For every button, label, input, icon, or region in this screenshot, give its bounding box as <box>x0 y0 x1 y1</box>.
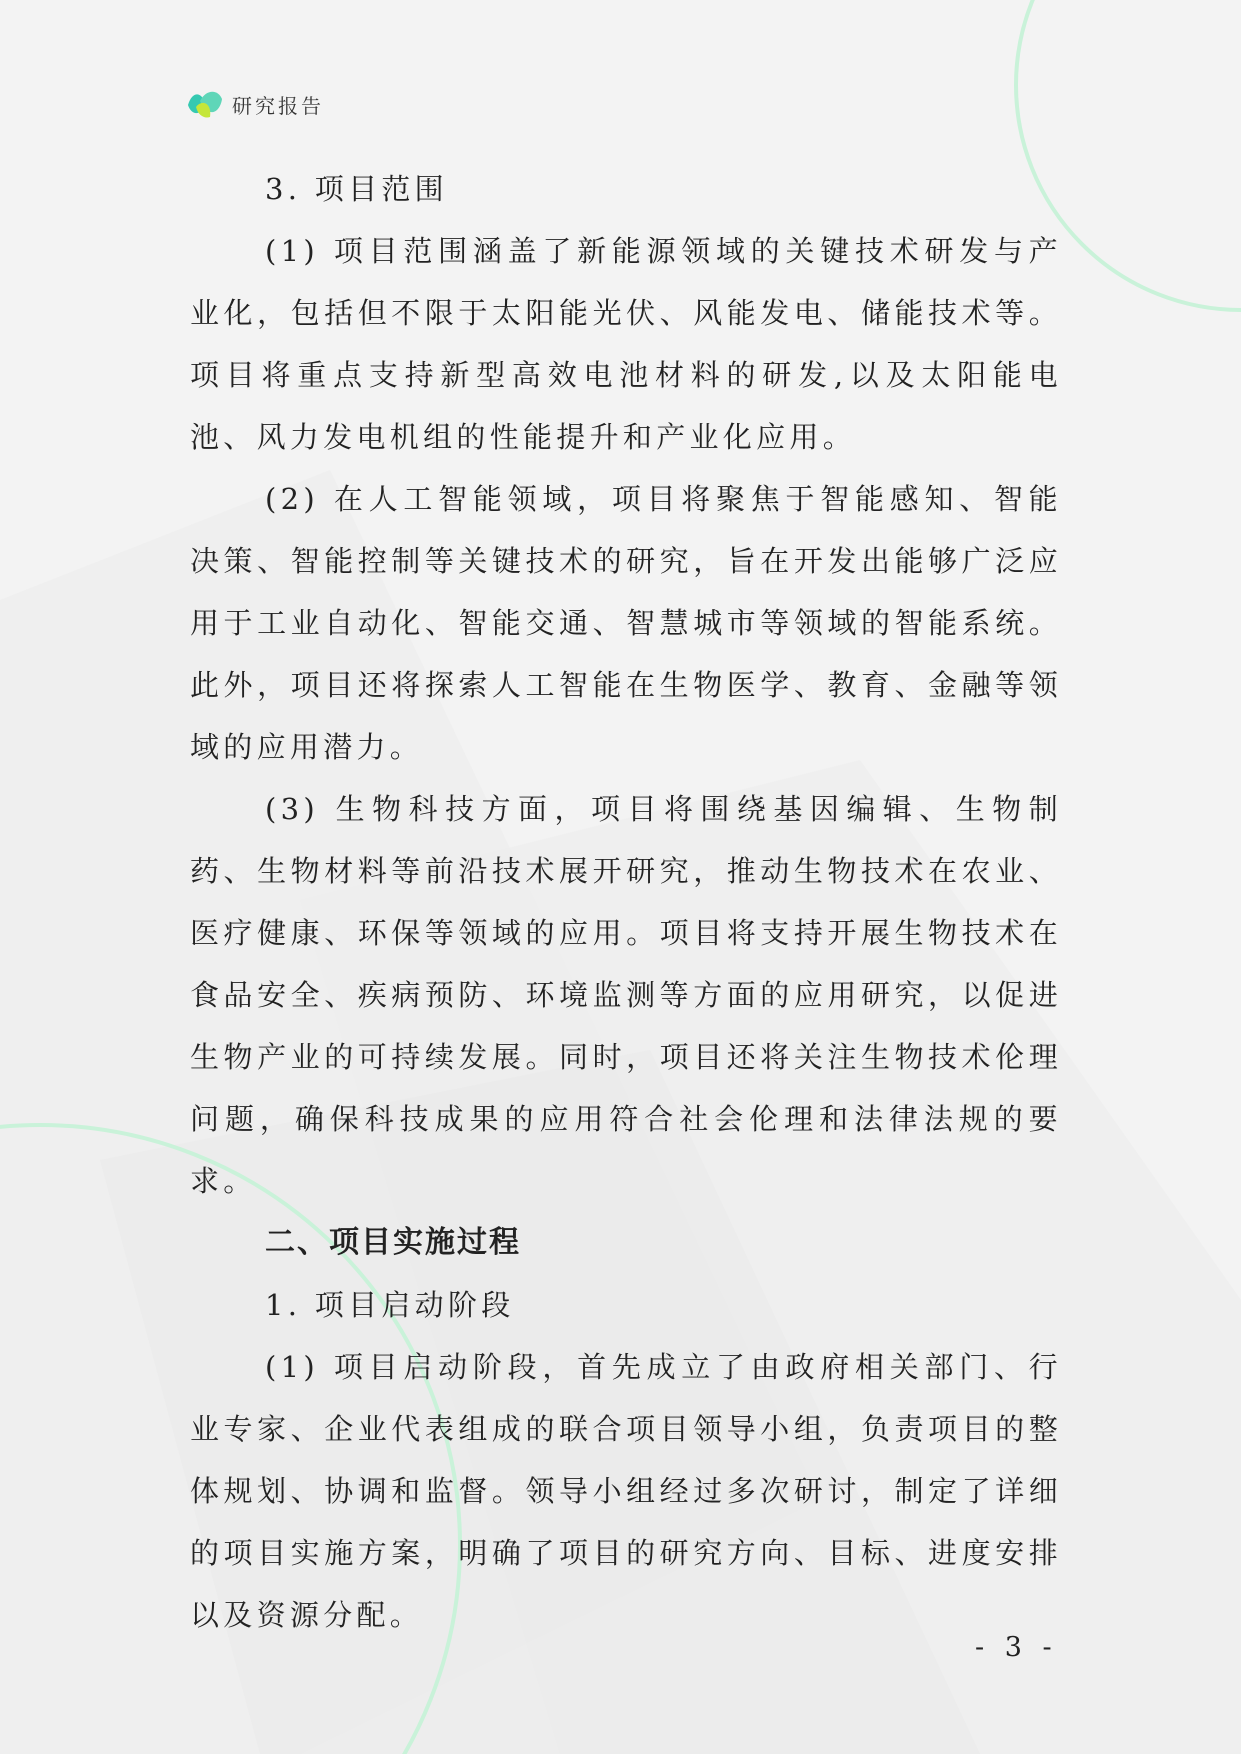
leaf-logo-icon <box>186 87 224 121</box>
paragraph-2: (2) 在人工智能领域，项目将聚焦于智能感知、智能决策、智能控制等关键技术的研究，旨在开发出能够广泛应用于工业自动化、智能交通、智慧城市等领域的智能系统。此外，项目还将探索人工智能在生物医学、教育、金融等领域的应用潜力。 <box>190 482 1062 764</box>
page-number: - 3 - <box>975 1632 1058 1663</box>
heading-startup-phase: 1. 项目启动阶段 <box>265 1288 515 1322</box>
header-label: 研究报告 <box>232 93 324 118</box>
paragraph-3: (3) 生物科技方面，项目将围绕基因编辑、生物制药、生物材料等前沿技术展开研究，推动生物技术在农业、医疗健康、环保等领域的应用。项目将支持开展生物技术在食品安全、疾病预防、环境监测等方面的应用研究，以促进生物产业的可持续发展。同时，项目还将关注生物技术伦理问题，确保科技成果的应用符合社会伦理和法律法规的要求。 <box>190 792 1062 1198</box>
heading-project-scope: 3. 项目范围 <box>265 172 448 206</box>
document-body <box>190 158 1062 1646</box>
header <box>186 86 324 122</box>
paragraph-4: (1) 项目启动阶段，首先成立了由政府相关部门、行业专家、企业代表组成的联合项目领导小组，负责项目的整体规划、协调和监督。领导小组经过多次研讨，制定了详细的项目实施方案，明确了项目的研究方向、目标、进度安排以及资源分配。 <box>190 1350 1062 1632</box>
paragraph-1: (1) 项目范围涵盖了新能源领域的关键技术研发与产业化，包括但不限于太阳能光伏、风能发电、储能技术等。项目将重点支持新型高效电池材料的研发,以及太阳能电池、风力发电机组的性能提升和产业化应用。 <box>190 234 1062 454</box>
section-heading: 二、项目实施过程 <box>265 1225 521 1260</box>
